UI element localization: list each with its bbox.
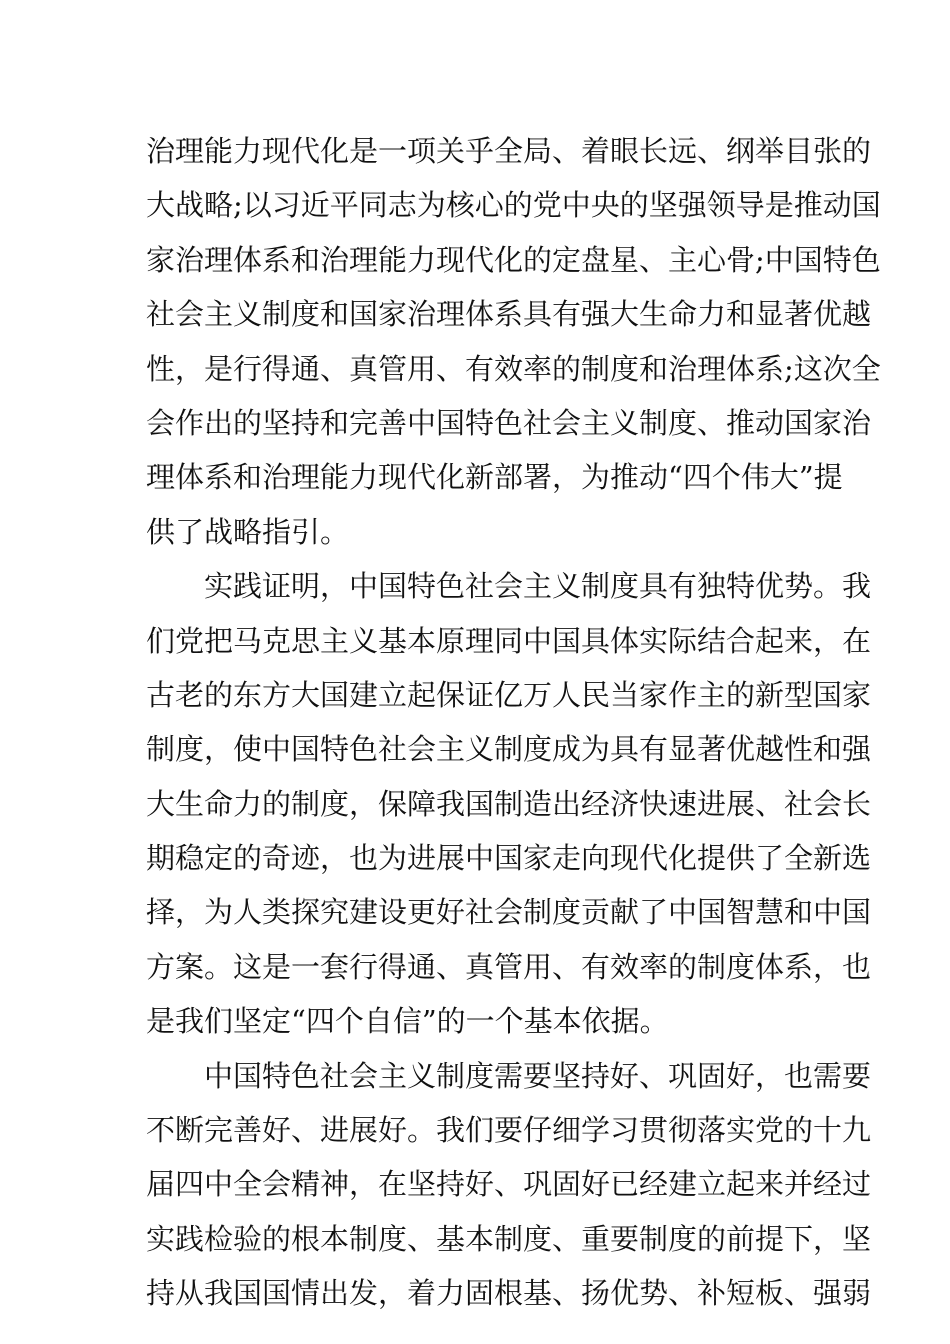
text-line: 期稳定的奇迹，也为进展中国家走向现代化提供了全新选	[146, 841, 872, 876]
text-line: 届四中全会精神，在坚持好、巩固好已经建立起来并经过	[146, 1167, 872, 1202]
text-line: 治理能力现代化是一项关乎全局、着眼长远、纲举目张的	[146, 134, 872, 168]
paragraph-3	[146, 1049, 872, 1321]
text-line: 实践检验的根本制度、基本制度、重要制度的前提下，坚	[146, 1221, 872, 1256]
text-line: 供了战略指引。	[146, 514, 350, 549]
text-line: 中国特色社会主义制度需要坚持好、巩固好，也需要	[204, 1058, 872, 1093]
text-line: 制度，使中国特色社会主义制度成为具有显著优越性和强	[146, 732, 872, 767]
body-text	[146, 124, 881, 1321]
text-line: 会作出的坚持和完善中国特色社会主义制度、推动国家治	[146, 405, 872, 440]
text-line: 理体系和治理能力现代化新部署，为推动“四个伟大”提	[146, 460, 843, 495]
text-line: 不断完善好、进展好。我们要仔细学习贯彻落实党的十九	[146, 1113, 872, 1148]
paragraph-2	[146, 559, 872, 1049]
text-line: 是我们坚定“四个自信”的一个基本依据。	[146, 1004, 669, 1039]
text-line: 持从我国国情出发，着力固根基、扬优势、补短板、强弱	[146, 1276, 872, 1311]
text-line: 家治理体系和治理能力现代化的定盘星、主心骨;中国特色	[146, 242, 881, 277]
text-line: 择，为人类探究建设更好社会制度贡献了中国智慧和中国	[146, 895, 872, 930]
paragraph-1	[146, 124, 881, 559]
text-line: 方案。这是一套行得通、真管用、有效率的制度体系，也	[146, 949, 872, 984]
text-line: 大战略;以习近平同志为核心的党中央的坚强领导是推动国	[146, 188, 881, 223]
text-line: 们党把马克思主义基本原理同中国具体实际结合起来，在	[146, 623, 872, 658]
text-line: 社会主义制度和国家治理体系具有强大生命力和显著优越	[146, 297, 872, 332]
text-line: 实践证明，中国特色社会主义制度具有独特优势。我	[204, 569, 872, 604]
text-line: 性，是行得通、真管用、有效率的制度和治理体系;这次全	[146, 351, 881, 386]
text-line: 古老的东方大国建立起保证亿万人民当家作主的新型国家	[146, 677, 872, 712]
text-line: 大生命力的制度，保障我国制造出经济快速进展、社会长	[146, 786, 872, 821]
